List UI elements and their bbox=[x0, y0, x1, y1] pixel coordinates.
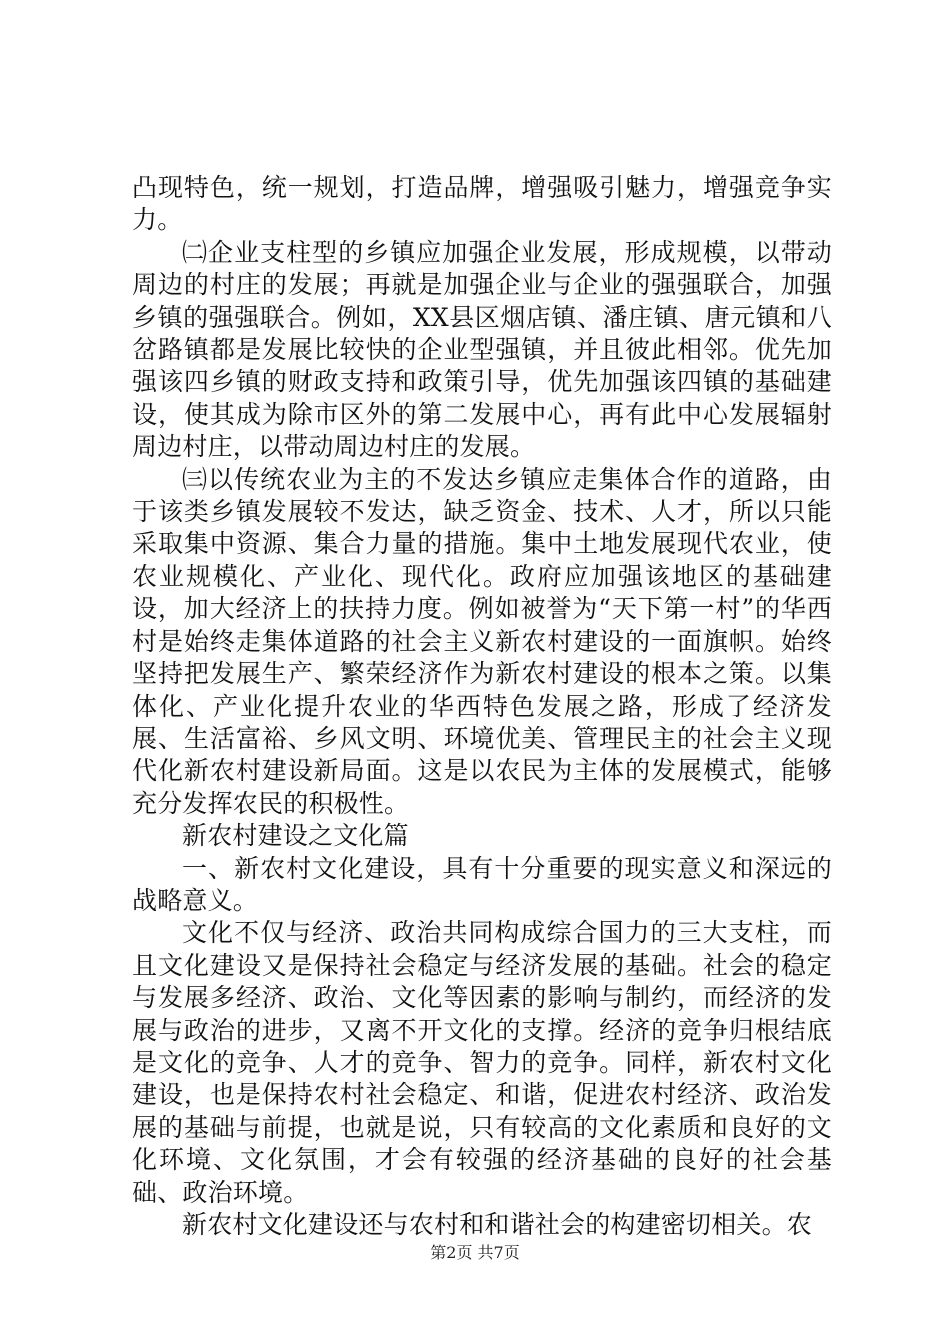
paragraph-6: 文化不仅与经济、政治共同构成综合国力的三大支柱，而且文化建设又是保持社会稳定与经济发展的基础。社会的稳定与发展多经济、政治、文化等因素的影响与制约，而经济的发展与政治的进步，又离不开文化的支撑。经济的竞争归根结底是文化的竞争、人才的竞争、智力的竞争。同样，新农村文化建设，也是保持农村社会稳定、和谐，促进农村经济、政治发展的基础与前提，也就是说，只有较高的文化素质和良好的文化环境、文化氛围，才会有较强的经济基础的良好的社会基础、政治环境。 bbox=[132, 918, 832, 1207]
section-heading: 新农村建设之文化篇 bbox=[182, 821, 409, 851]
paragraph-7: 新农村文化建设还与农村和和谐社会的构建密切相关。农 bbox=[182, 1210, 813, 1239]
paragraph-3: ㈢以传统农业为主的不发达乡镇应走集体合作的道路，由于该类乡镇发展较不发达，缺乏资金、技术、人才，所以只能采取集中资源、集合力量的措施。集中土地发展现代农业，使农业规模化、产业化、现代化。政府应加强该地区的基础建设，加大经济上的扶持力度。例如被誉为“天下第一村”的华西村是始终走集体道路的社会主义新农村建设的一面旗帜。始终坚持把发展生产、繁荣经济作为新农村建设的根本之策。以集体化、产业化提升农业的华西特色发展之路，形成了经济发展、生活富裕、乡风文明、环境优美、管理民主的社会主义现代化新农村建设新局面。这是以农民为主体的发展模式，能够充分发挥农民的积极性。 bbox=[132, 464, 832, 818]
document-body bbox=[132, 172, 832, 1241]
page-footer: 第2页 共7页 bbox=[430, 1243, 520, 1262]
paragraph-5: 一、新农村文化建设，具有十分重要的现实意义和深远的战略意义。 bbox=[132, 853, 832, 915]
paragraph-1: 凸现特色，统一规划，打造品牌，增强吸引魅力，增强竞争实力。 bbox=[132, 173, 832, 235]
paragraph-2: ㈡企业支柱型的乡镇应加强企业发展，形成规模，以带动周边的村庄的发展；再就是加强企业与企业的强强联合，加强乡镇的强强联合。例如，XX县区烟店镇、潘庄镇、唐元镇和八岔路镇都是发展比较快的企业型强镇，并且彼此相邻。优先加强该四乡镇的财政支持和政策引导，优先加强该四镇的基础建设，使其成为除市区外的第二发展中心，再有此中心发展辐射周边村庄，以带动周边村庄的发展。 bbox=[132, 237, 832, 462]
